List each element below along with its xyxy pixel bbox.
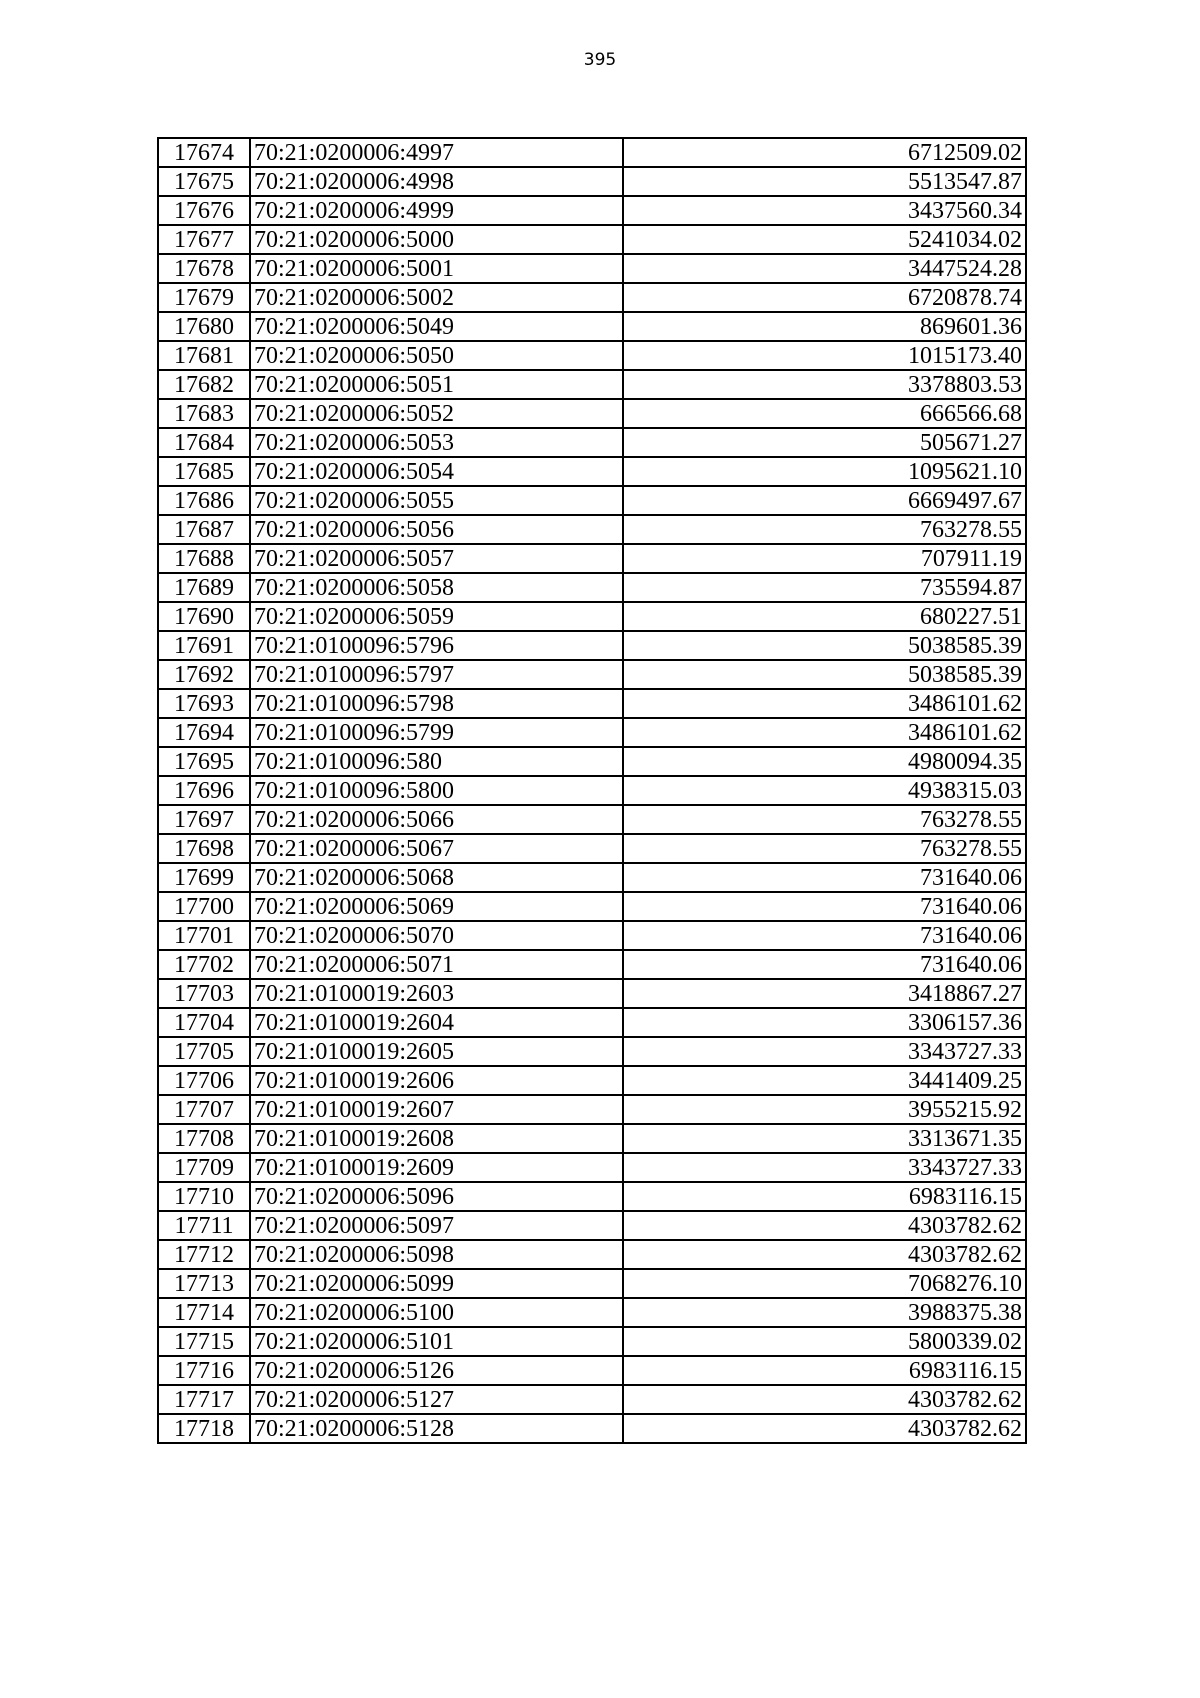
cadastral-number: 70:21:0200006:5100 <box>250 1298 623 1327</box>
row-number: 17689 <box>158 573 250 602</box>
table-row <box>158 341 1026 370</box>
cadastral-number: 70:21:0200006:5054 <box>250 457 623 486</box>
cadastral-value: 6669497.67 <box>623 486 1026 515</box>
table-row <box>158 1385 1026 1414</box>
table-row <box>158 631 1026 660</box>
cadastral-number: 70:21:0100096:5797 <box>250 660 623 689</box>
cadastral-value: 505671.27 <box>623 428 1026 457</box>
table-row <box>158 689 1026 718</box>
table-row <box>158 283 1026 312</box>
table-row <box>158 573 1026 602</box>
cadastral-number: 70:21:0200006:4999 <box>250 196 623 225</box>
cadastral-value: 3441409.25 <box>623 1066 1026 1095</box>
cadastral-value: 731640.06 <box>623 950 1026 979</box>
row-number: 17696 <box>158 776 250 805</box>
row-number: 17706 <box>158 1066 250 1095</box>
table-row <box>158 602 1026 631</box>
table-row <box>158 1269 1026 1298</box>
row-number: 17717 <box>158 1385 250 1414</box>
row-number: 17683 <box>158 399 250 428</box>
cadastral-value: 6712509.02 <box>623 138 1026 167</box>
table-row <box>158 1095 1026 1124</box>
cadastral-number: 70:21:0100096:5796 <box>250 631 623 660</box>
row-number: 17713 <box>158 1269 250 1298</box>
row-number: 17715 <box>158 1327 250 1356</box>
cadastral-number: 70:21:0100019:2604 <box>250 1008 623 1037</box>
table-row <box>158 225 1026 254</box>
table-row <box>158 921 1026 950</box>
cadastral-value: 5038585.39 <box>623 660 1026 689</box>
row-number: 17686 <box>158 486 250 515</box>
cadastral-value: 731640.06 <box>623 863 1026 892</box>
cadastral-number: 70:21:0100019:2609 <box>250 1153 623 1182</box>
cadastral-value: 869601.36 <box>623 312 1026 341</box>
row-number: 17693 <box>158 689 250 718</box>
row-number: 17691 <box>158 631 250 660</box>
cadastral-number: 70:21:0200006:5057 <box>250 544 623 573</box>
table-row <box>158 892 1026 921</box>
cadastral-value: 5800339.02 <box>623 1327 1026 1356</box>
row-number: 17704 <box>158 1008 250 1037</box>
row-number: 17700 <box>158 892 250 921</box>
row-number: 17716 <box>158 1356 250 1385</box>
cadastral-value: 763278.55 <box>623 834 1026 863</box>
row-number: 17679 <box>158 283 250 312</box>
table-row <box>158 1182 1026 1211</box>
row-number: 17675 <box>158 167 250 196</box>
cadastral-value: 4303782.62 <box>623 1240 1026 1269</box>
row-number: 17698 <box>158 834 250 863</box>
table-row <box>158 1356 1026 1385</box>
table-row <box>158 1037 1026 1066</box>
table-row <box>158 254 1026 283</box>
table-row <box>158 1327 1026 1356</box>
cadastral-value: 3988375.38 <box>623 1298 1026 1327</box>
cadastral-value: 3418867.27 <box>623 979 1026 1008</box>
cadastral-value: 6983116.15 <box>623 1182 1026 1211</box>
table-row <box>158 457 1026 486</box>
cadastral-number: 70:21:0200006:5068 <box>250 863 623 892</box>
row-number: 17684 <box>158 428 250 457</box>
cadastral-value: 680227.51 <box>623 602 1026 631</box>
row-number: 17680 <box>158 312 250 341</box>
cadastral-value: 763278.55 <box>623 515 1026 544</box>
cadastral-number: 70:21:0200006:5053 <box>250 428 623 457</box>
cadastral-value: 707911.19 <box>623 544 1026 573</box>
table-body <box>158 138 1026 1443</box>
table-row <box>158 486 1026 515</box>
cadastral-value: 3378803.53 <box>623 370 1026 399</box>
cadastral-value: 763278.55 <box>623 805 1026 834</box>
cadastral-number: 70:21:0200006:5101 <box>250 1327 623 1356</box>
row-number: 17692 <box>158 660 250 689</box>
cadastral-value: 6983116.15 <box>623 1356 1026 1385</box>
row-number: 17712 <box>158 1240 250 1269</box>
table-row <box>158 515 1026 544</box>
cadastral-value: 6720878.74 <box>623 283 1026 312</box>
table-row <box>158 1066 1026 1095</box>
cadastral-number: 70:21:0200006:4997 <box>250 138 623 167</box>
table-row <box>158 776 1026 805</box>
cadastral-value: 666566.68 <box>623 399 1026 428</box>
cadastral-number: 70:21:0100096:5800 <box>250 776 623 805</box>
cadastral-number: 70:21:0200006:5052 <box>250 399 623 428</box>
cadastral-number: 70:21:0200006:5128 <box>250 1414 623 1443</box>
row-number: 17682 <box>158 370 250 399</box>
cadastral-number: 70:21:0100019:2606 <box>250 1066 623 1095</box>
row-number: 17687 <box>158 515 250 544</box>
cadastral-number: 70:21:0200006:5067 <box>250 834 623 863</box>
cadastral-number: 70:21:0100019:2605 <box>250 1037 623 1066</box>
row-number: 17685 <box>158 457 250 486</box>
cadastral-number: 70:21:0200006:4998 <box>250 167 623 196</box>
cadastral-value: 3313671.35 <box>623 1124 1026 1153</box>
cadastral-table <box>157 137 1027 1444</box>
row-number: 17688 <box>158 544 250 573</box>
row-number: 17701 <box>158 921 250 950</box>
cadastral-number: 70:21:0100096:5799 <box>250 718 623 747</box>
cadastral-number: 70:21:0200006:5050 <box>250 341 623 370</box>
table-row <box>158 312 1026 341</box>
row-number: 17699 <box>158 863 250 892</box>
table-row <box>158 544 1026 573</box>
cadastral-number: 70:21:0200006:5126 <box>250 1356 623 1385</box>
table-row <box>158 1414 1026 1443</box>
row-number: 17711 <box>158 1211 250 1240</box>
cadastral-value: 5513547.87 <box>623 167 1026 196</box>
cadastral-number: 70:21:0200006:5002 <box>250 283 623 312</box>
cadastral-number: 70:21:0100096:580 <box>250 747 623 776</box>
row-number: 17677 <box>158 225 250 254</box>
row-number: 17707 <box>158 1095 250 1124</box>
table-row <box>158 1298 1026 1327</box>
cadastral-number: 70:21:0200006:5070 <box>250 921 623 950</box>
cadastral-value: 1095621.10 <box>623 457 1026 486</box>
cadastral-value: 731640.06 <box>623 892 1026 921</box>
row-number: 17703 <box>158 979 250 1008</box>
table-row <box>158 167 1026 196</box>
table-row <box>158 747 1026 776</box>
cadastral-number: 70:21:0200006:5059 <box>250 602 623 631</box>
table-row <box>158 370 1026 399</box>
row-number: 17718 <box>158 1414 250 1443</box>
row-number: 17678 <box>158 254 250 283</box>
cadastral-number: 70:21:0200006:5058 <box>250 573 623 602</box>
table-row <box>158 1211 1026 1240</box>
table-row <box>158 138 1026 167</box>
table-row <box>158 1153 1026 1182</box>
table-row <box>158 834 1026 863</box>
cadastral-number: 70:21:0100019:2608 <box>250 1124 623 1153</box>
cadastral-value: 3343727.33 <box>623 1153 1026 1182</box>
cadastral-number: 70:21:0200006:5055 <box>250 486 623 515</box>
table-row <box>158 863 1026 892</box>
cadastral-value: 5241034.02 <box>623 225 1026 254</box>
cadastral-number: 70:21:0100096:5798 <box>250 689 623 718</box>
cadastral-value: 3955215.92 <box>623 1095 1026 1124</box>
table-row <box>158 196 1026 225</box>
cadastral-number: 70:21:0200006:5001 <box>250 254 623 283</box>
cadastral-number: 70:21:0200006:5049 <box>250 312 623 341</box>
cadastral-number: 70:21:0200006:5127 <box>250 1385 623 1414</box>
cadastral-number: 70:21:0200006:5099 <box>250 1269 623 1298</box>
cadastral-value: 731640.06 <box>623 921 1026 950</box>
cadastral-number: 70:21:0100019:2607 <box>250 1095 623 1124</box>
cadastral-number: 70:21:0200006:5069 <box>250 892 623 921</box>
cadastral-number: 70:21:0200006:5098 <box>250 1240 623 1269</box>
cadastral-value: 4303782.62 <box>623 1414 1026 1443</box>
table-row <box>158 950 1026 979</box>
cadastral-value: 5038585.39 <box>623 631 1026 660</box>
page-number: 395 <box>583 50 617 70</box>
row-number: 17695 <box>158 747 250 776</box>
cadastral-value: 7068276.10 <box>623 1269 1026 1298</box>
cadastral-value: 4938315.03 <box>623 776 1026 805</box>
cadastral-value: 3486101.62 <box>623 689 1026 718</box>
cadastral-value: 3486101.62 <box>623 718 1026 747</box>
table-row <box>158 718 1026 747</box>
cadastral-number: 70:21:0200006:5097 <box>250 1211 623 1240</box>
row-number: 17681 <box>158 341 250 370</box>
table-row <box>158 660 1026 689</box>
table-row <box>158 979 1026 1008</box>
cadastral-value: 3437560.34 <box>623 196 1026 225</box>
row-number: 17694 <box>158 718 250 747</box>
table-row <box>158 805 1026 834</box>
cadastral-number: 70:21:0200006:5000 <box>250 225 623 254</box>
row-number: 17674 <box>158 138 250 167</box>
row-number: 17714 <box>158 1298 250 1327</box>
cadastral-value: 735594.87 <box>623 573 1026 602</box>
cadastral-value: 3306157.36 <box>623 1008 1026 1037</box>
cadastral-value: 4980094.35 <box>623 747 1026 776</box>
cadastral-number: 70:21:0200006:5056 <box>250 515 623 544</box>
cadastral-number: 70:21:0200006:5071 <box>250 950 623 979</box>
row-number: 17708 <box>158 1124 250 1153</box>
cadastral-value: 4303782.62 <box>623 1211 1026 1240</box>
table-row <box>158 1008 1026 1037</box>
cadastral-value: 1015173.40 <box>623 341 1026 370</box>
row-number: 17690 <box>158 602 250 631</box>
row-number: 17709 <box>158 1153 250 1182</box>
row-number: 17697 <box>158 805 250 834</box>
cadastral-value: 4303782.62 <box>623 1385 1026 1414</box>
table-row <box>158 399 1026 428</box>
cadastral-value: 3447524.28 <box>623 254 1026 283</box>
cadastral-number: 70:21:0200006:5066 <box>250 805 623 834</box>
table-row <box>158 1240 1026 1269</box>
row-number: 17676 <box>158 196 250 225</box>
row-number: 17705 <box>158 1037 250 1066</box>
table-row <box>158 428 1026 457</box>
cadastral-number: 70:21:0200006:5051 <box>250 370 623 399</box>
table-row <box>158 1124 1026 1153</box>
cadastral-number: 70:21:0100019:2603 <box>250 979 623 1008</box>
row-number: 17710 <box>158 1182 250 1211</box>
cadastral-value: 3343727.33 <box>623 1037 1026 1066</box>
cadastral-number: 70:21:0200006:5096 <box>250 1182 623 1211</box>
row-number: 17702 <box>158 950 250 979</box>
